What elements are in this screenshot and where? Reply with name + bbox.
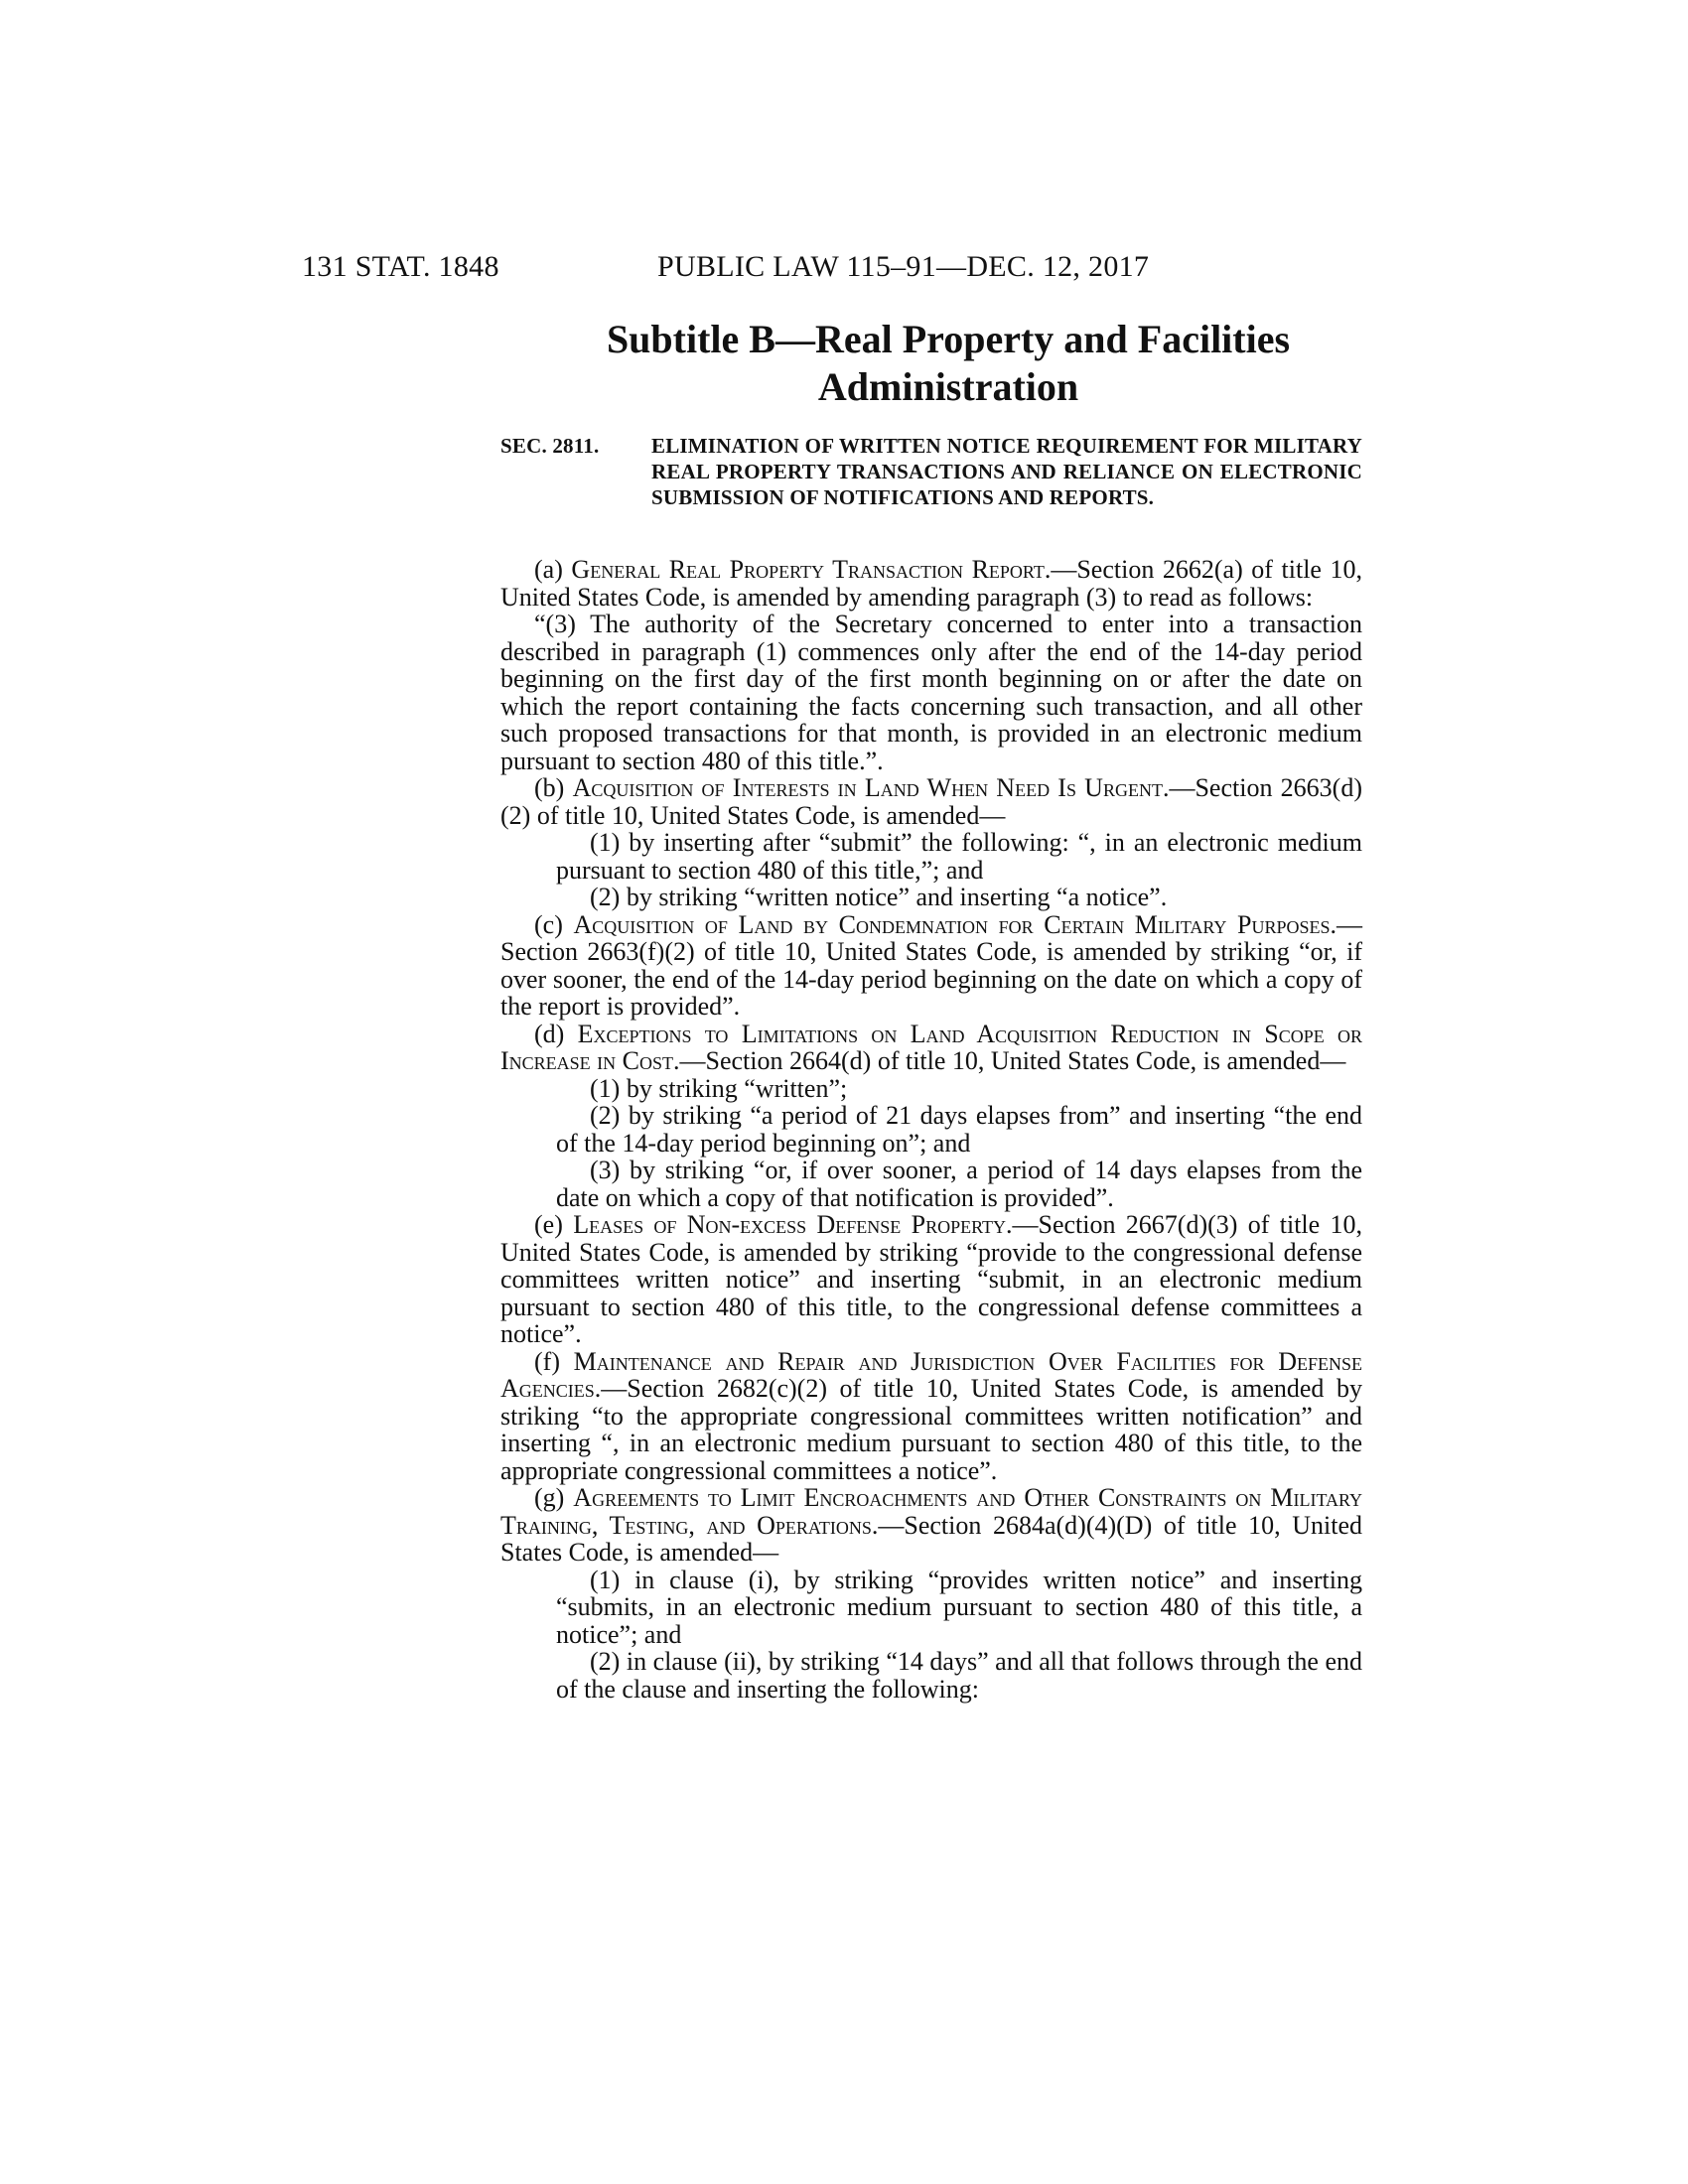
paragraph-heading: Maintenance and Repair and Jurisdiction Over Facilities for Defense Agencies. <box>500 1346 1363 1403</box>
paragraph-label: (e) <box>534 1210 563 1239</box>
clause: (1) by striking “written”; <box>590 1073 848 1103</box>
paragraph-text: —Section 2684a(d)(4)(D) of title 10, United States Code, is amended— <box>500 1510 1362 1567</box>
paragraph-text: —Section 2663(d)(2) of title 10, United States Code, is amended— <box>500 773 1362 830</box>
paragraph-label: (g) <box>534 1483 565 1512</box>
paragraph-heading: Agreements to Limit Encroachments and Other Constraints on Military Training, Testing, and Operations. <box>500 1483 1363 1540</box>
section-heading <box>500 433 1362 510</box>
clause: (2) by striking “written notice” and inserting “a notice”. <box>590 883 1168 911</box>
paragraph-text: —Section 2662(a) of title 10, United States Code, is amended by amending paragraph (3) to read as follows: <box>500 555 1363 612</box>
paragraph-heading: General Real Property Transaction Report. <box>571 555 1052 584</box>
paragraph-text: —Section 2664(d) of title 10, United States Code, is amended— <box>679 1046 1346 1075</box>
paragraph-label: (b) <box>534 773 565 802</box>
paragraph-b <box>500 774 1362 829</box>
paragraph-text: —Section 2667(d)(3) of title 10, United States Code, is amended by striking “provide to the congressional defense committees written notice” and inserting “submit, in an electronic medium pursuant to section 480 of this title, to the congressional defense committees a notice”. <box>500 1210 1362 1348</box>
clause: (1) by inserting after “submit” the following: “, in an electronic medium pursuant to section 480 of this title,”; and <box>556 828 1362 885</box>
quoted-paragraph: “(3) The authority of the Secretary concerned to enter into a transaction described in paragraph (1) commences only after the end of the 14-day period beginning on the first day of the first month beginning on or after the date on which the report containing the facts concerning such transaction, and all other such proposed transactions for that month, is provided in an electronic medium pursuant to section 480 of this title.”. <box>500 610 1362 775</box>
section-title: ELIMINATION OF WRITTEN NOTICE REQUIREMENT FOR MILITARY REAL PROPERTY TRANSACTIONS AND RELIANCE ON ELECTRONIC SUBMISSION OF NOTIFICATIONS AND REPORTS. <box>651 434 1362 509</box>
subtitle-heading: Subtitle B—Real Property and Facilities Administration <box>606 317 1291 409</box>
paragraph-heading: Leases of Non-excess Defense Property. <box>573 1210 1013 1239</box>
clause: (2) by striking “a period of 21 days elapses from” and inserting “the end of the 14-day period beginning on”; and <box>556 1101 1362 1158</box>
paragraph-label: (c) <box>534 909 563 939</box>
paragraph-d <box>500 1021 1362 1075</box>
paragraph-label: (d) <box>534 1019 565 1048</box>
statute-citation: 131 STAT. 1848 <box>302 250 499 283</box>
public-law-citation: PUBLIC LAW 115–91—DEC. 12, 2017 <box>657 250 1150 283</box>
paragraph-heading: Acquisition of Interests in Land When Need Is Urgent. <box>572 773 1170 802</box>
paragraph-heading: Acquisition of Land by Condemnation for Certain Military Purposes. <box>573 909 1336 939</box>
clause: (3) by striking “or, if over sooner, a period of 14 days elapses from the date on which a copy of that notification is provided”. <box>556 1156 1362 1212</box>
paragraph-label: (a) <box>534 555 563 584</box>
paragraph-heading: Exceptions to Limitations on Land Acquisition Reduction in Scope or Increase in Cost. <box>500 1019 1363 1075</box>
paragraph-text: —Section 2663(f)(2) of title 10, United States Code, is amended by striking “or, if over sooner, the end of the 14-day period beginning on the date on which a copy of the report is provided”. <box>500 909 1362 1021</box>
paragraph-e <box>500 1211 1362 1348</box>
paragraph-g <box>500 1484 1362 1567</box>
paragraph-a <box>500 556 1362 611</box>
paragraph-f <box>500 1348 1362 1485</box>
paragraph-text: —Section 2682(c)(2) of title 10, United States Code, is amended by striking “to the appropriate congressional committees written notification” and inserting “, in an electronic medium pursuant to section 480 of this title, to the appropriate congressional committees a notice”. <box>500 1374 1362 1485</box>
paragraph-c <box>500 911 1362 1021</box>
page-header <box>302 250 1394 290</box>
paragraph-label: (f) <box>534 1346 560 1376</box>
section-number: SEC. 2811. <box>500 434 600 458</box>
section-body <box>500 556 1362 1703</box>
clause: (2) in clause (ii), by striking “14 days” and all that follows through the end of the clause and inserting the following: <box>556 1647 1362 1704</box>
clause: (1) in clause (i), by striking “provides written notice” and inserting “submits, in an electronic medium pursuant to section 480 of this title, a notice”; and <box>556 1565 1362 1649</box>
